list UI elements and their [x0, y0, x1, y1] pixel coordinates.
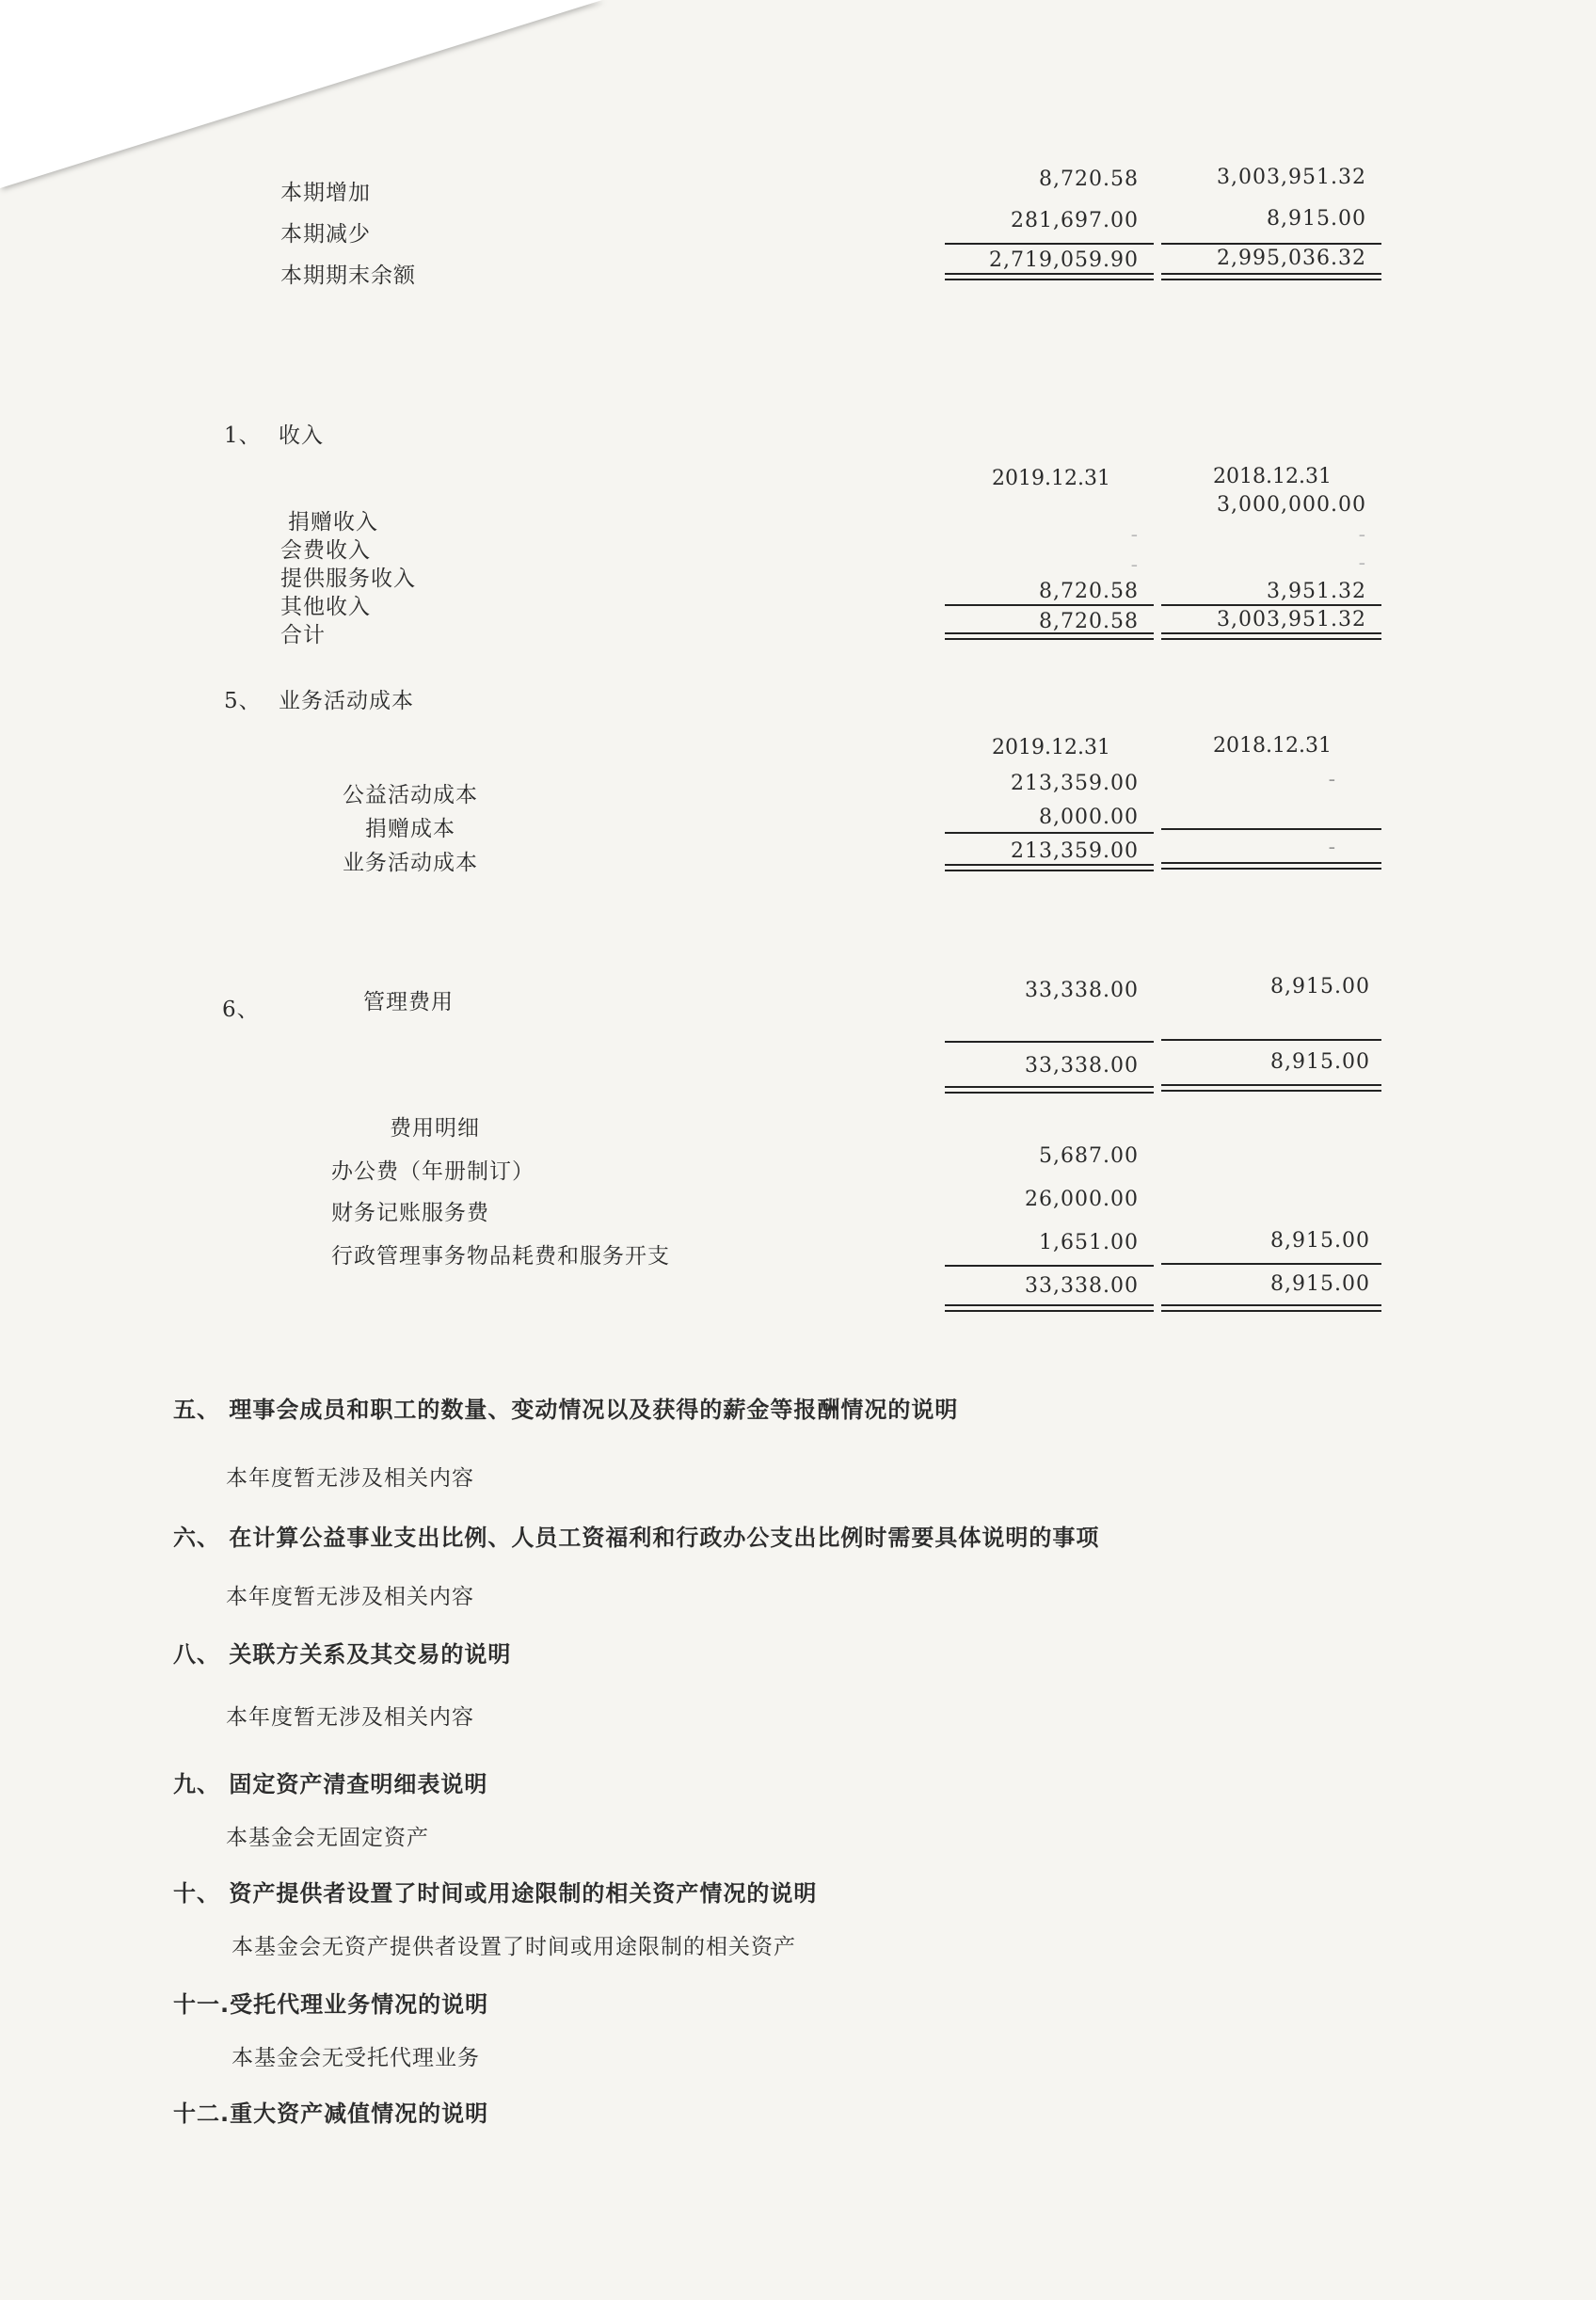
cell-2018: -	[1328, 836, 1336, 859]
cell-2019: 8,720.58	[1039, 580, 1139, 603]
section-title: 管理费用	[363, 990, 454, 1014]
section-heading: 六、 在计算公益事业支出比例、人员工资福利和行政办公支出比例时需要具体说明的事项	[173, 1525, 1100, 1551]
cell-2018: 8,915.00	[1270, 1229, 1370, 1253]
row-label: 本期减少	[280, 222, 371, 247]
section-heading: 九、 固定资产清查明细表说明	[173, 1771, 488, 1797]
row-label: 公益活动成本	[343, 783, 478, 807]
rule	[1161, 1039, 1381, 1041]
cell-2018: 2,995,036.32	[1217, 247, 1366, 270]
cell-2018: 8,915.00	[1270, 975, 1370, 998]
cell-2018: 8,915.00	[1267, 207, 1366, 231]
cell-2018: -	[1358, 551, 1366, 575]
rule	[945, 604, 1154, 606]
cell-2019: 1,651.00	[1039, 1231, 1139, 1254]
rule	[1161, 243, 1381, 245]
cell-2019: 213,359.00	[1011, 772, 1139, 795]
cell-2019: 2,719,059.90	[989, 248, 1139, 272]
cell-2019: 5,687.00	[1039, 1144, 1139, 1168]
cell-2018: 3,951.32	[1267, 580, 1366, 603]
cell-2019: 213,359.00	[1011, 839, 1139, 863]
rule	[945, 1265, 1154, 1267]
section-heading: 八、 关联方关系及其交易的说明	[173, 1641, 512, 1668]
col-header-2018: 2018.12.31	[1213, 734, 1332, 758]
rule	[945, 243, 1154, 245]
total-2018: 8,915.00	[1270, 1272, 1370, 1296]
double-rule	[1161, 632, 1381, 640]
double-rule	[945, 273, 1154, 280]
rule	[1161, 828, 1381, 830]
cell-2019: 8,000.00	[1039, 806, 1139, 829]
cell-2019: 26,000.00	[1025, 1188, 1139, 1211]
double-rule	[1161, 1304, 1381, 1312]
section-body: 本基金会无受托代理业务	[231, 2046, 480, 2070]
double-rule	[945, 1086, 1154, 1094]
col-header-2019: 2019.12.31	[992, 467, 1110, 490]
row-label: 捐赠收入	[288, 510, 378, 535]
row-label: 会费收入	[280, 538, 371, 563]
section-body: 本基金会无资产提供者设置了时间或用途限制的相关资产	[231, 1935, 796, 1959]
cell-2019: 33,338.00	[1025, 979, 1139, 1002]
detail-label: 行政管理事务物品耗费和服务开支	[331, 1244, 670, 1269]
detail-label: 财务记账服务费	[331, 1201, 489, 1225]
double-rule	[1161, 862, 1381, 870]
section-body: 本年度暂无涉及相关内容	[226, 1466, 474, 1491]
section-heading: 十二.重大资产减值情况的说明	[173, 2100, 489, 2127]
rule	[945, 832, 1154, 834]
double-rule	[945, 1304, 1154, 1312]
section-number: 6、	[222, 998, 260, 1022]
cell-2019: 8,720.58	[1039, 610, 1139, 633]
cell-2018: -	[1328, 768, 1336, 791]
rule	[945, 1041, 1154, 1043]
cell-2019: -	[1130, 523, 1139, 547]
row-label: 提供服务收入	[280, 567, 416, 591]
detail-label: 办公费（年册制订）	[331, 1159, 535, 1184]
double-rule	[1161, 1084, 1381, 1092]
section-body: 本年度暂无涉及相关内容	[226, 1585, 474, 1609]
double-rule	[945, 632, 1154, 640]
row-label: 业务活动成本	[343, 851, 478, 875]
double-rule	[945, 864, 1154, 871]
cell-2019: 281,697.00	[1011, 209, 1139, 232]
cell-2019: 8,720.58	[1039, 168, 1139, 191]
cell-2018: 3,003,951.32	[1217, 608, 1366, 631]
total-2019: 33,338.00	[1025, 1274, 1139, 1298]
section-body: 本年度暂无涉及相关内容	[226, 1705, 474, 1730]
cell-2018: 3,003,951.32	[1217, 166, 1366, 189]
subtotal-2019: 33,338.00	[1025, 1054, 1139, 1078]
row-label: 本期期末余额	[280, 264, 416, 288]
double-rule	[1161, 273, 1381, 280]
section-heading: 十、 资产提供者设置了时间或用途限制的相关资产情况的说明	[173, 1880, 818, 1907]
section-number: 1、	[224, 423, 262, 448]
detail-title: 费用明细	[390, 1116, 480, 1141]
section-heading: 五、 理事会成员和职工的数量、变动情况以及获得的薪金等报酬情况的说明	[173, 1397, 959, 1423]
section-heading: 十一.受托代理业务情况的说明	[173, 1991, 489, 2018]
row-label: 合计	[280, 623, 326, 647]
rule	[1161, 1263, 1381, 1265]
subtotal-2018: 8,915.00	[1270, 1050, 1370, 1074]
cell-2018: 3,000,000.00	[1217, 493, 1366, 517]
section-body: 本基金会无固定资产	[226, 1826, 429, 1850]
row-label: 本期增加	[280, 181, 371, 205]
cell-2019: -	[1130, 553, 1139, 577]
rule	[1161, 604, 1381, 606]
row-label: 捐赠成本	[365, 817, 455, 841]
col-header-2018: 2018.12.31	[1213, 465, 1332, 488]
section-title: 收入	[279, 423, 324, 448]
cell-2018: -	[1358, 523, 1366, 547]
section-number: 5、	[224, 689, 262, 713]
row-label: 其他收入	[280, 595, 371, 619]
col-header-2019: 2019.12.31	[992, 736, 1110, 759]
folded-corner	[0, 0, 602, 188]
section-title: 业务活动成本	[279, 689, 414, 713]
